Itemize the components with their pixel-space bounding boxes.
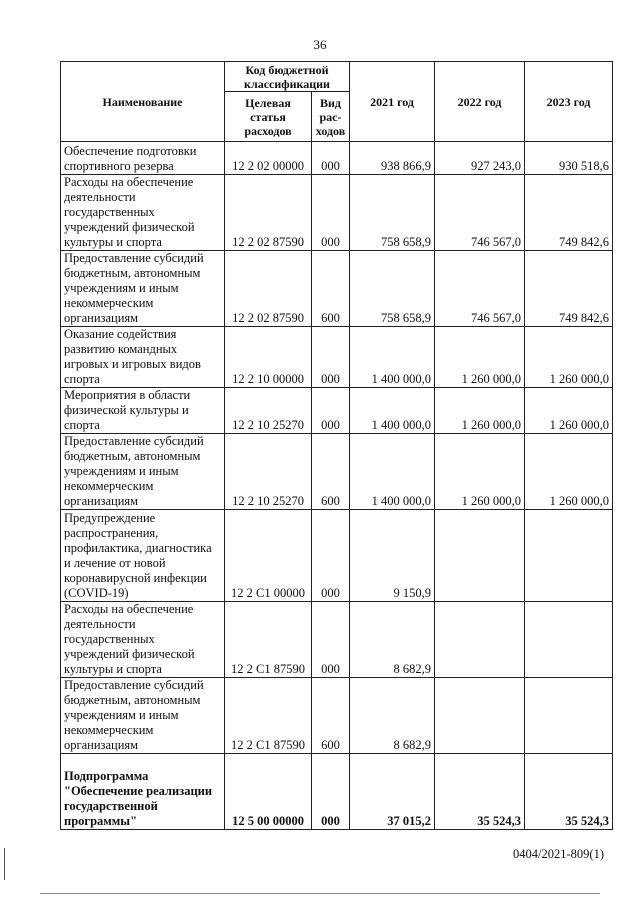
row-name: Расходы на обеспечение деятельности государственных учреждений физической культуры и спорта	[61, 602, 225, 678]
target-article-code: 12 5 00 00000	[225, 754, 312, 830]
document-code: 0404/2021-809(1)	[513, 847, 604, 861]
value-2021: 8 682,9	[350, 602, 435, 678]
table-row	[61, 754, 613, 830]
value-2022: 35 524,3	[435, 754, 525, 830]
value-2023	[525, 602, 613, 678]
table-row	[61, 327, 613, 388]
value-2021: 1 400 000,0	[350, 434, 435, 510]
table-row	[61, 175, 613, 251]
target-article-code: 12 2 10 25270	[225, 388, 312, 434]
value-2022	[435, 510, 525, 602]
target-article-code: 12 2 10 00000	[225, 327, 312, 388]
target-article-code: 12 2 10 25270	[225, 434, 312, 510]
header-target-article: Целевая статья расходов	[225, 92, 312, 142]
value-2022: 1 260 000,0	[435, 434, 525, 510]
value-2021: 1 400 000,0	[350, 327, 435, 388]
row-name: Мероприятия в области физической культуры и спорта	[61, 388, 225, 434]
row-name: Предоставление субсидий бюджетным, автономным учреждениям и иным некоммерческим организациям	[61, 251, 225, 327]
table-row	[61, 434, 613, 510]
expense-type-code: 000	[312, 142, 350, 175]
header-2021: 2021 год	[350, 62, 435, 142]
target-article-code: 12 2 C1 00000	[225, 510, 312, 602]
value-2023: 749 842,6	[525, 251, 613, 327]
target-article-code: 12 2 02 87590	[225, 175, 312, 251]
target-article-code: 12 2 02 87590	[225, 251, 312, 327]
value-2023: 1 260 000,0	[525, 388, 613, 434]
header-classification: Код бюджетной классификации	[225, 62, 350, 92]
value-2021: 758 658,9	[350, 251, 435, 327]
target-article-code: 12 2 C1 87590	[225, 678, 312, 754]
row-name: Оказание содействия развитию командных игровых и игровых видов спорта	[61, 327, 225, 388]
value-2021: 37 015,2	[350, 754, 435, 830]
value-2022: 1 260 000,0	[435, 327, 525, 388]
value-2023: 749 842,6	[525, 175, 613, 251]
table-row	[61, 678, 613, 754]
row-name: Предупреждение распространения, профилактика, диагностика и лечение от новой коронавирусной инфекции (COVID-19)	[61, 510, 225, 602]
expense-type-code: 000	[312, 754, 350, 830]
value-2023: 1 260 000,0	[525, 434, 613, 510]
table-row	[61, 142, 613, 175]
value-2022: 746 567,0	[435, 175, 525, 251]
table-row	[61, 251, 613, 327]
expense-type-code: 000	[312, 388, 350, 434]
table-row	[61, 388, 613, 434]
header-2023: 2023 год	[525, 62, 613, 142]
value-2021: 8 682,9	[350, 678, 435, 754]
value-2023: 35 524,3	[525, 754, 613, 830]
value-2022	[435, 678, 525, 754]
page-number: 36	[313, 37, 327, 52]
value-2023	[525, 678, 613, 754]
bottom-rule	[40, 893, 600, 894]
value-2022	[435, 602, 525, 678]
expense-type-code: 600	[312, 251, 350, 327]
expense-type-code: 600	[312, 678, 350, 754]
target-article-code: 12 2 C1 87590	[225, 602, 312, 678]
header-2022: 2022 год	[435, 62, 525, 142]
value-2021: 9 150,9	[350, 510, 435, 602]
table-row	[61, 510, 613, 602]
expense-type-code: 000	[312, 602, 350, 678]
row-name: Подпрограмма "Обеспечение реализации государственной программы"	[61, 754, 225, 830]
value-2022: 746 567,0	[435, 251, 525, 327]
header-expense-type: Вид рас-ходов	[312, 92, 350, 142]
target-article-code: 12 2 02 00000	[225, 142, 312, 175]
value-2022: 1 260 000,0	[435, 388, 525, 434]
value-2023	[525, 510, 613, 602]
row-name: Расходы на обеспечение деятельности государственных учреждений физической культуры и спорта	[61, 175, 225, 251]
row-name: Обеспечение подготовки спортивного резерва	[61, 142, 225, 175]
value-2021: 938 866,9	[350, 142, 435, 175]
expense-type-code: 000	[312, 327, 350, 388]
expense-type-code: 000	[312, 510, 350, 602]
value-2023: 1 260 000,0	[525, 327, 613, 388]
table-row	[61, 602, 613, 678]
table-body	[61, 142, 613, 830]
value-2023: 930 518,6	[525, 142, 613, 175]
expense-type-code: 000	[312, 175, 350, 251]
value-2022: 927 243,0	[435, 142, 525, 175]
value-2021: 1 400 000,0	[350, 388, 435, 434]
row-name: Предоставление субсидий бюджетным, автономным учреждениям и иным некоммерческим организациям	[61, 434, 225, 510]
expense-type-code: 600	[312, 434, 350, 510]
value-2021: 758 658,9	[350, 175, 435, 251]
row-name: Предоставление субсидий бюджетным, автономным учреждениям и иным некоммерческим организациям	[61, 678, 225, 754]
header-name: Наименование	[61, 62, 225, 142]
budget-table	[60, 61, 613, 830]
margin-mark	[4, 848, 5, 880]
